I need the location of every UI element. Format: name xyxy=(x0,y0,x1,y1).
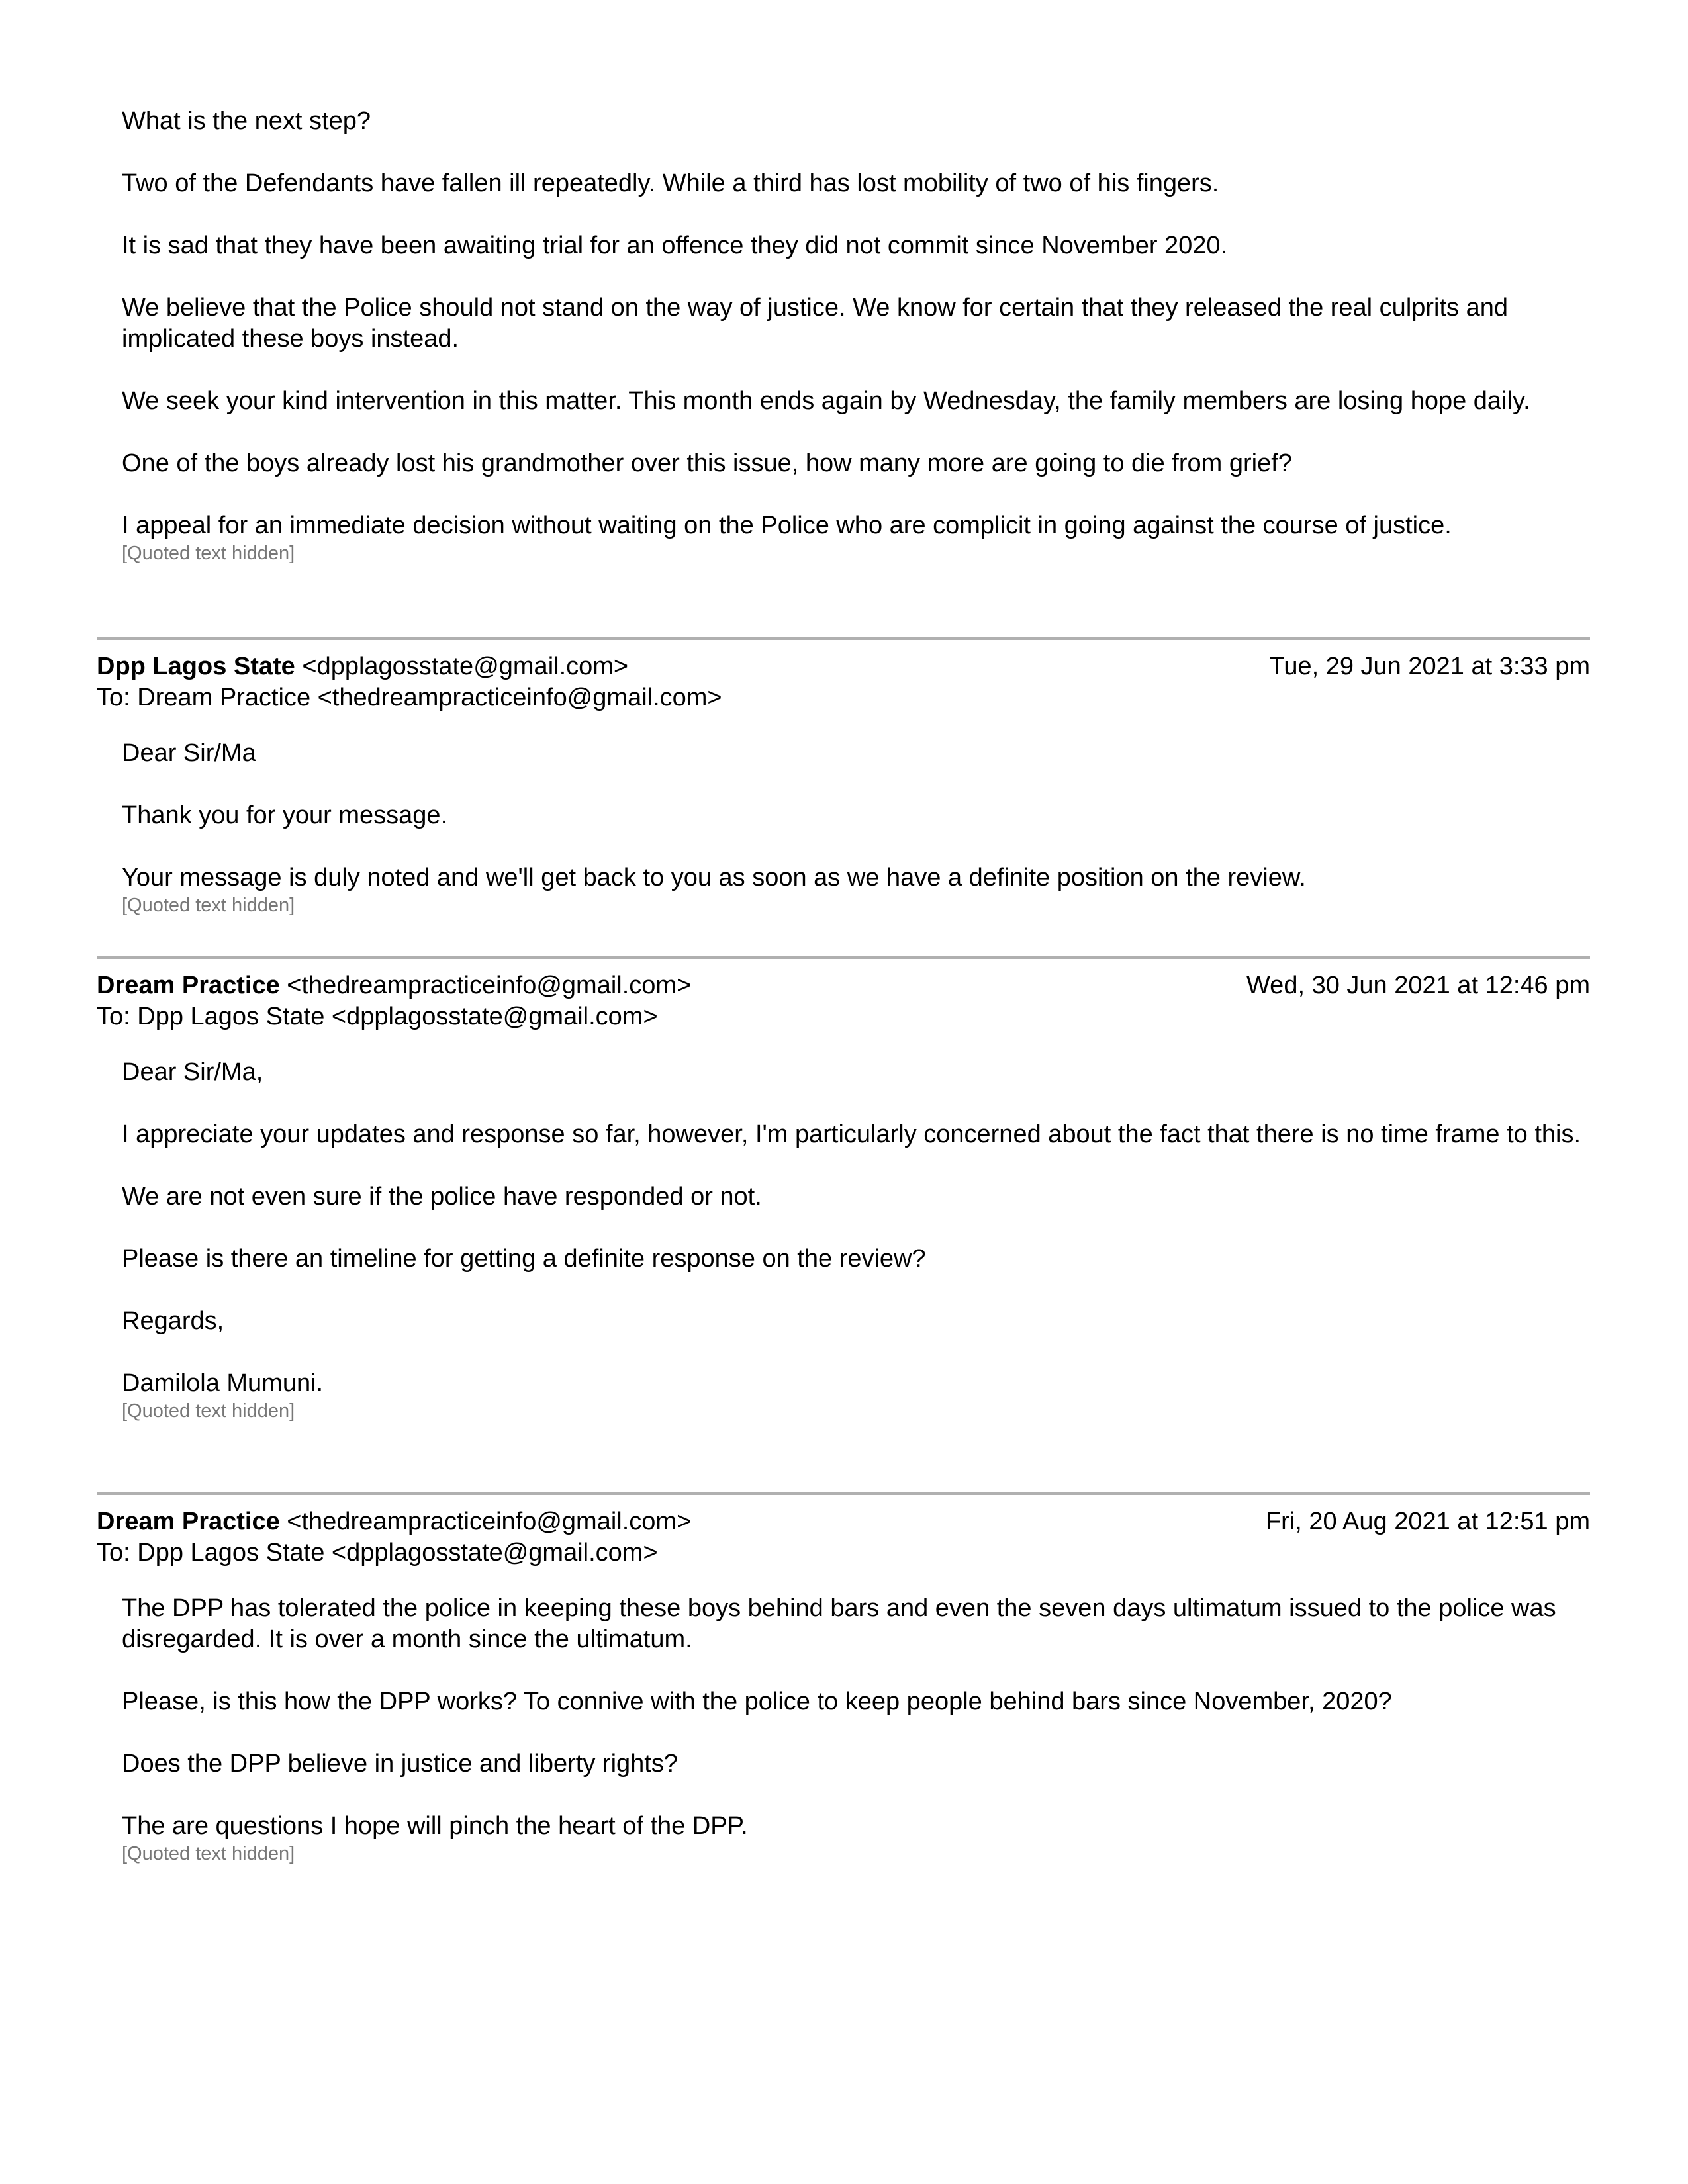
recipient-line: To: Dpp Lagos State <dpplagosstate@gmail.com> xyxy=(97,1003,658,1030)
sender xyxy=(97,651,628,682)
message-paragraph: We are not even sure if the police have responded or not. xyxy=(122,1183,762,1210)
message-date: Fri, 20 Aug 2021 at 12:51 pm xyxy=(1265,1508,1590,1535)
message-paragraph: It is sad that they have been awaiting trial for an offence they did not commit since November 2020. xyxy=(122,232,1228,259)
message-paragraph: The DPP has tolerated the police in keeping these boys behind bars and even the seven days ultimatum issued to the police was disregarded. It is over a month since the ultimatum. xyxy=(122,1594,1556,1653)
quoted-text-hidden-link[interactable]: [Quoted text hidden] xyxy=(122,895,295,916)
recipient-line: To: Dpp Lagos State <dpplagosstate@gmail.com> xyxy=(97,1539,658,1567)
message-body xyxy=(97,1057,1603,1423)
message-divider xyxy=(97,637,1590,640)
quoted-text-hidden-link[interactable]: [Quoted text hidden] xyxy=(122,1843,295,1864)
message-paragraph: Thank you for your message. xyxy=(122,801,448,829)
message-paragraph: We believe that the Police should not stand on the way of justice. We know for certain that they released the real culprits and implicated these boys instead. xyxy=(122,294,1509,353)
sender-email: <dpplagosstate@gmail.com> xyxy=(302,653,629,680)
message-header xyxy=(97,651,1590,713)
message-date: Tue, 29 Jun 2021 at 3:33 pm xyxy=(1269,653,1590,680)
sender-name: Dream Practice xyxy=(97,972,280,999)
message-paragraph: What is the next step? xyxy=(122,107,371,135)
message-paragraph: Regards, xyxy=(122,1307,224,1335)
message-divider xyxy=(97,1492,1590,1495)
recipient-line: To: Dream Practice <thedreampracticeinfo@gmail.com> xyxy=(97,684,722,711)
message-paragraph: Please, is this how the DPP works? To connive with the police to keep people behind bars since November, 2020? xyxy=(122,1688,1392,1715)
sender xyxy=(97,970,691,1001)
quoted-text-hidden-link[interactable]: [Quoted text hidden] xyxy=(122,543,295,564)
sender-name: Dpp Lagos State xyxy=(97,653,295,680)
message-paragraph: Please is there an timeline for getting a definite response on the review? xyxy=(122,1245,926,1273)
sender-name: Dream Practice xyxy=(97,1508,280,1535)
message-paragraph: I appreciate your updates and response so far, however, I'm particularly concerned about the fact that there is no time frame to this. xyxy=(122,1120,1581,1148)
quoted-text-hidden-link[interactable]: [Quoted text hidden] xyxy=(122,1400,295,1422)
message-paragraph: The are questions I hope will pinch the heart of the DPP. xyxy=(122,1812,748,1840)
message-paragraph: Does the DPP believe in justice and liberty rights? xyxy=(122,1750,678,1778)
message-divider xyxy=(97,956,1590,959)
message-header xyxy=(97,1506,1590,1569)
message-paragraph: Dear Sir/Ma, xyxy=(122,1058,263,1086)
message-paragraph: Dear Sir/Ma xyxy=(122,739,256,767)
message-paragraph: We seek your kind intervention in this matter. This month ends again by Wednesday, the family members are losing hope daily. xyxy=(122,387,1530,415)
message-paragraph: Your message is duly noted and we'll get back to you as soon as we have a definite position on the review. xyxy=(122,864,1306,891)
sender-email: <thedreampracticeinfo@gmail.com> xyxy=(287,1508,692,1535)
message-body-continuation xyxy=(97,106,1603,565)
message-paragraph: Damilola Mumuni. xyxy=(122,1369,324,1397)
message-paragraph: Two of the Defendants have fallen ill repeatedly. While a third has lost mobility of two of his fingers. xyxy=(122,169,1219,197)
message-date: Wed, 30 Jun 2021 at 12:46 pm xyxy=(1246,972,1590,999)
message-paragraph: I appeal for an immediate decision without waiting on the Police who are complicit in going against the course of justice. xyxy=(122,512,1452,539)
message-header xyxy=(97,970,1590,1032)
sender-email: <thedreampracticeinfo@gmail.com> xyxy=(287,972,692,999)
message-paragraph: One of the boys already lost his grandmother over this issue, how many more are going to die from grief? xyxy=(122,449,1292,477)
message-body xyxy=(97,738,1603,917)
message-body xyxy=(97,1593,1603,1866)
sender xyxy=(97,1506,691,1537)
